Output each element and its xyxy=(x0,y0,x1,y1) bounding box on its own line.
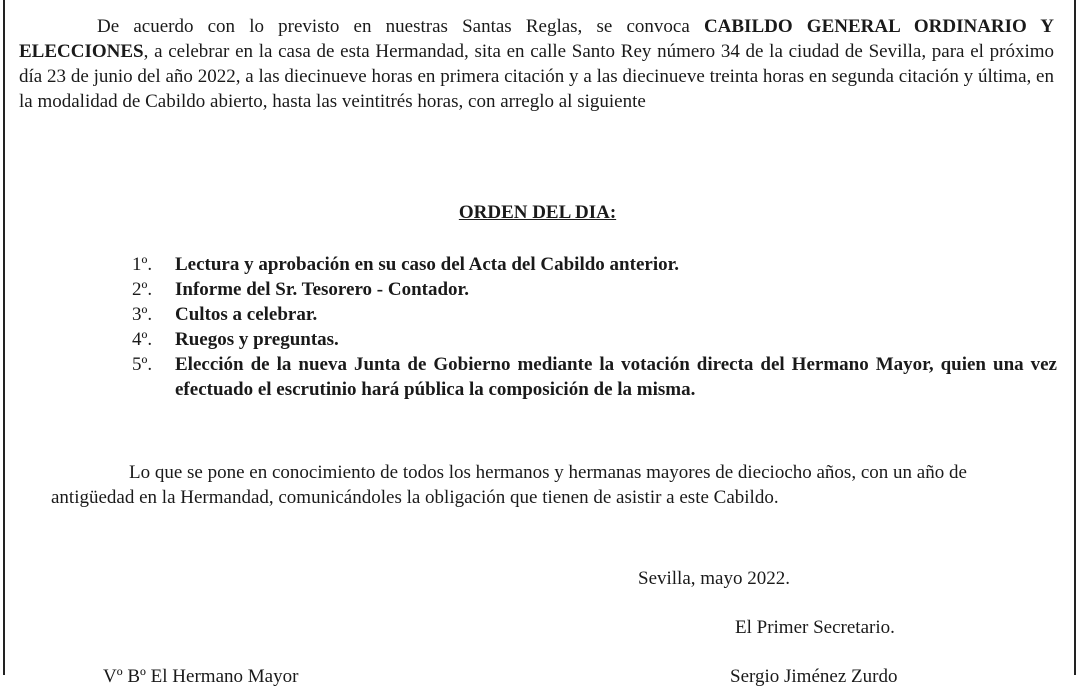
agenda-item xyxy=(132,327,1057,352)
convocation-paragraph xyxy=(19,14,1054,114)
agenda-item xyxy=(132,352,1057,402)
intro-bold-text: CABILDO GENERAL ORDINARIO Y ELECCIONES xyxy=(19,16,1055,62)
agenda-item-number: 2º. xyxy=(132,279,153,300)
closing-paragraph: Lo que se pone en conocimiento de todos los hermanos y hermanas mayores de dieciocho años, con un año de antigüedad en la Hermandad, comunicándoles la obligación que tienen de asistir a este Cabildo. xyxy=(51,462,967,508)
agenda-item-number: 3º. xyxy=(132,304,153,325)
agenda-item xyxy=(132,252,1057,277)
agenda-item xyxy=(132,302,1057,327)
agenda-item-number: 5º. xyxy=(132,354,153,375)
place-date: Sevilla, mayo 2022. xyxy=(638,568,790,589)
page-border-left xyxy=(3,0,5,675)
agenda-item-text: Ruegos y preguntas. xyxy=(175,329,339,350)
agenda-item xyxy=(132,277,1057,302)
agenda-item-number: 1º. xyxy=(132,254,153,275)
agenda-list xyxy=(132,252,1057,402)
agenda-title: ORDEN DEL DIA: xyxy=(458,202,617,223)
intro-text-end: , a celebrar en la casa de esta Hermandad, sita en calle Santo Rey número 34 de la ciudad de Sevilla, para el próximo día 23 de junio del año 2022, a las diecinueve horas en primera citación y a las diecinueve treinta horas en segunda citación y última, en la modalidad de Cabildo abierto, hasta las veintitrés horas, con arreglo al siguiente xyxy=(19,41,1054,112)
intro-text-start: De acuerdo con lo previsto en nuestras Santas Reglas, se convoca xyxy=(97,16,704,37)
signature-secretary-name: Sergio Jiménez Zurdo xyxy=(730,666,898,687)
agenda-item-text: Informe del Sr. Tesorero - Contador. xyxy=(175,279,469,300)
agenda-item-number: 4º. xyxy=(132,329,153,350)
agenda-item-text: Lectura y aprobación en su caso del Acta del Cabildo anterior. xyxy=(175,254,680,275)
signature-president: Vº Bº El Hermano Mayor xyxy=(103,666,299,687)
agenda-item-text: Cultos a celebrar. xyxy=(175,304,318,325)
page-border-right xyxy=(1074,0,1076,675)
agenda-item-text: Elección de la nueva Junta de Gobierno mediante la votación directa del Hermano Mayor, quien una vez efectuado el escrutinio hará pública la composición de la misma. xyxy=(175,354,1057,400)
secretary-title: El Primer Secretario. xyxy=(735,617,895,638)
